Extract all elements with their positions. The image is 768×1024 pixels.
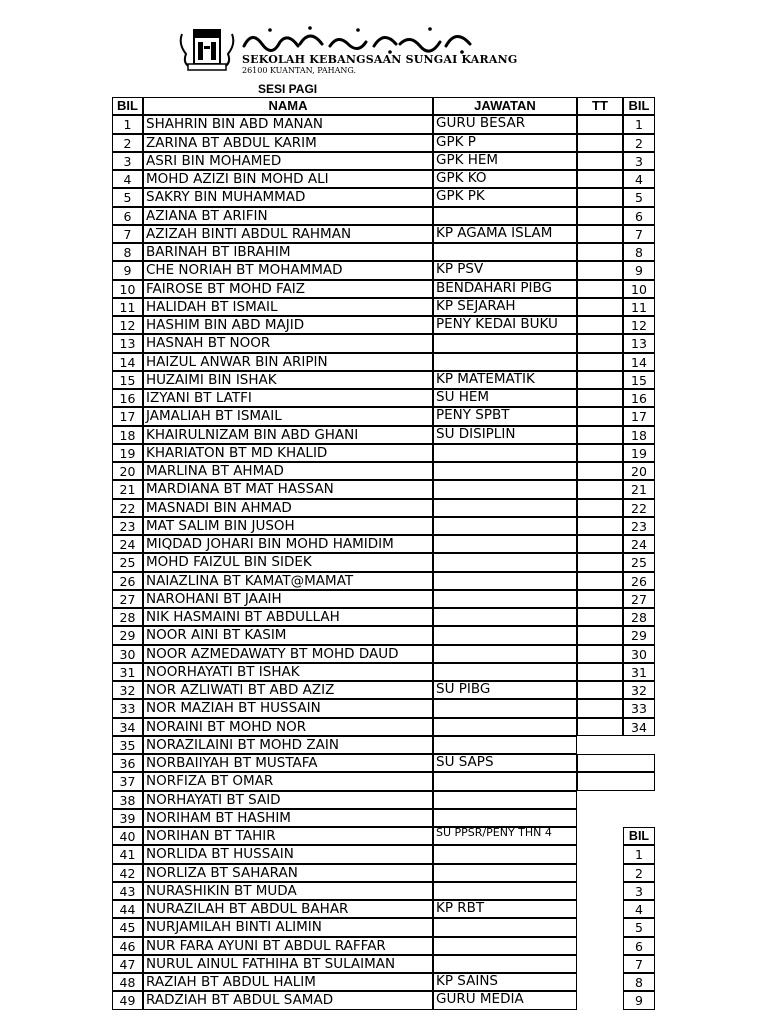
bil-2-cell: 11 (623, 298, 655, 316)
bil-cell: 26 (112, 572, 143, 590)
bil-cell: 16 (112, 389, 143, 407)
bil-2-cell: 8 (623, 243, 655, 261)
table-row (113, 627, 656, 645)
nama-cell: NOR AZLIWATI BT ABD AZIZ (143, 681, 433, 699)
tt-cell (577, 334, 623, 352)
tt-cell (577, 699, 623, 717)
bil-cell: 25 (112, 553, 143, 571)
nama-cell: HALIDAH BT ISMAIL (143, 298, 433, 316)
jawatan-cell: GURU MEDIA (433, 991, 577, 1009)
jawatan-cell (433, 572, 577, 590)
table-row (113, 481, 656, 499)
bil-2-cell: 2 (623, 134, 655, 152)
bil-cell: 6 (112, 207, 143, 225)
table-row (113, 427, 656, 445)
tt-cell (577, 389, 623, 407)
table-row (113, 956, 656, 974)
bil-cell: 48 (112, 973, 143, 991)
jawatan-cell: BENDAHARI PIBG (433, 280, 577, 298)
bil-2-cell: 9 (623, 991, 655, 1009)
nama-cell: NOOR AINI BT KASIM (143, 626, 433, 644)
tt-cell (577, 115, 623, 133)
bil-cell: 46 (112, 937, 143, 955)
jawatan-cell (433, 553, 577, 571)
jawatan-cell (433, 444, 577, 462)
jawatan-cell: GURU BESAR (433, 115, 577, 133)
jawatan-cell: KP PSV (433, 261, 577, 279)
bil-cell: 29 (112, 626, 143, 644)
table-row (113, 573, 656, 591)
bil-cell: 8 (112, 243, 143, 261)
bil-cell: 42 (112, 864, 143, 882)
bil-cell: 41 (112, 845, 143, 863)
table-row (113, 865, 656, 883)
table-row (113, 116, 656, 134)
jawatan-cell: SU SAPS (433, 754, 577, 772)
nama-cell: NORLIZA BT SAHARAN (143, 864, 433, 882)
jawatan-cell (433, 955, 577, 973)
nama-cell: KHARIATON BT MD KHALID (143, 444, 433, 462)
nama-cell: MAT SALIM BIN JUSOH (143, 517, 433, 535)
jawatan-cell: KP SAINS (433, 973, 577, 991)
table-header-row (113, 98, 656, 116)
table-row (113, 500, 656, 518)
tt-cell (577, 553, 623, 571)
tt-cell (577, 371, 623, 389)
jawatan-cell (433, 809, 577, 827)
tt-cell (577, 462, 623, 480)
tt-cell (577, 681, 623, 699)
tt-cell (577, 645, 623, 663)
table-row (113, 518, 656, 536)
school-name-jawi (240, 22, 480, 56)
nama-cell: NAROHANI BT JAAIH (143, 590, 433, 608)
bil-cell: 45 (112, 918, 143, 936)
jawatan-cell: KP SEJARAH (433, 298, 577, 316)
table-row (113, 719, 656, 737)
table-row (113, 554, 656, 572)
tt-cell (577, 535, 623, 553)
bil-cell: 28 (112, 608, 143, 626)
jawatan-cell (433, 353, 577, 371)
jawatan-cell: KP AGAMA ISLAM (433, 225, 577, 243)
bil-cell: 20 (112, 462, 143, 480)
bil-cell: 10 (112, 280, 143, 298)
nama-cell: NORBAIIYAH BT MUSTAFA (143, 754, 433, 772)
jawatan-cell (433, 517, 577, 535)
table-row (113, 281, 656, 299)
jawatan-cell (433, 699, 577, 717)
table-row (113, 792, 656, 810)
tt-cell (577, 626, 623, 644)
table-row (113, 992, 656, 1010)
table-row (113, 664, 656, 682)
jawatan-cell (433, 772, 577, 790)
bil-cell: 13 (112, 334, 143, 352)
table-row (113, 317, 656, 335)
table-row (113, 153, 656, 171)
header-bil: BIL (112, 97, 143, 115)
jawatan-cell (433, 845, 577, 863)
bil-2-cell: 2 (623, 864, 655, 882)
bil-cell: 27 (112, 590, 143, 608)
table-row (113, 700, 656, 718)
header-jawatan: JAWATAN (433, 97, 577, 115)
bil-2-cell: 21 (623, 480, 655, 498)
tt-cell (577, 353, 623, 371)
bil-2-cell: 5 (623, 918, 655, 936)
tt-cell (577, 754, 655, 772)
bil-2-cell: 18 (623, 426, 655, 444)
bil-2-cell: 4 (623, 170, 655, 188)
bil-2-cell: 5 (623, 188, 655, 206)
nama-cell: MIQDAD JOHARI BIN MOHD HAMIDIM (143, 535, 433, 553)
nama-cell: MARDIANA BT MAT HASSAN (143, 480, 433, 498)
tt-cell (577, 280, 623, 298)
bil-2-cell: 3 (623, 882, 655, 900)
nama-cell: NOR MAZIAH BT HUSSAIN (143, 699, 433, 717)
table-row (113, 171, 656, 189)
jawatan-cell: GPK P (433, 134, 577, 152)
nama-cell: NORFIZA BT OMAR (143, 772, 433, 790)
bil-cell: 5 (112, 188, 143, 206)
jawatan-cell (433, 937, 577, 955)
jawatan-cell (433, 882, 577, 900)
nama-cell: NURJAMILAH BINTI ALIMIN (143, 918, 433, 936)
nama-cell: NORLIDA BT HUSSAIN (143, 845, 433, 863)
nama-cell: MASNADI BIN AHMAD (143, 499, 433, 517)
table-row (113, 463, 656, 481)
nama-cell: SHAHRIN BIN ABD MANAN (143, 115, 433, 133)
bil-2-cell: 7 (623, 955, 655, 973)
bil-cell: 40 (112, 827, 143, 845)
nama-cell: NORIHAM BT HASHIM (143, 809, 433, 827)
bil-2-cell: 19 (623, 444, 655, 462)
tt-cell (577, 499, 623, 517)
bil-cell: 4 (112, 170, 143, 188)
jawatan-cell (433, 243, 577, 261)
bil-2-cell: 8 (623, 973, 655, 991)
bil-2-cell: 25 (623, 553, 655, 571)
nama-cell: NURAZILAH BT ABDUL BAHAR (143, 900, 433, 918)
nama-cell: NURUL AINUL FATHIHA BT SULAIMAN (143, 955, 433, 973)
tt-cell (577, 772, 655, 790)
tt-cell (577, 316, 623, 334)
session-title: SESI PAGI (258, 82, 318, 96)
table-row (113, 609, 656, 627)
nama-cell: NURASHIKIN BT MUDA (143, 882, 433, 900)
jawatan-cell: KP RBT (433, 900, 577, 918)
table-row (113, 335, 656, 353)
jawatan-cell (433, 718, 577, 736)
nama-cell: NIK HASMAINI BT ABDULLAH (143, 608, 433, 626)
nama-cell: MARLINA BT AHMAD (143, 462, 433, 480)
table-row (113, 408, 656, 426)
bil-cell: 30 (112, 645, 143, 663)
header-nama: NAMA (143, 97, 433, 115)
tt-cell (577, 134, 623, 152)
bil-2-cell: 30 (623, 645, 655, 663)
jawatan-cell (433, 334, 577, 352)
nama-cell: HASNAH BT NOOR (143, 334, 433, 352)
bil-2-cell: 14 (623, 353, 655, 371)
bil-2-cell: 29 (623, 626, 655, 644)
nama-cell: NORHAYATI BT SAID (143, 791, 433, 809)
bil-2-cell: 4 (623, 900, 655, 918)
bil-2-cell: 13 (623, 334, 655, 352)
bil-cell: 39 (112, 809, 143, 827)
bil-2-cell: 15 (623, 371, 655, 389)
tt-cell (577, 243, 623, 261)
jawatan-cell: PENY SPBT (433, 407, 577, 425)
table-row (113, 737, 656, 755)
jawatan-cell (433, 626, 577, 644)
table-row (113, 445, 656, 463)
bil-2-cell: 1 (623, 845, 655, 863)
jawatan-cell (433, 736, 577, 754)
bil-2-cell: 24 (623, 535, 655, 553)
nama-cell: NUR FARA AYUNI BT ABDUL RAFFAR (143, 937, 433, 955)
bil-cell: 3 (112, 152, 143, 170)
table-row (113, 828, 656, 846)
bil-cell: 44 (112, 900, 143, 918)
jawatan-cell (433, 791, 577, 809)
bil-cell: 36 (112, 754, 143, 772)
bil-2-cell: 26 (623, 572, 655, 590)
tt-cell (577, 426, 623, 444)
jawatan-cell (433, 864, 577, 882)
table-row (113, 682, 656, 700)
jawatan-cell (433, 918, 577, 936)
nama-cell: HUZAIMI BIN ISHAK (143, 371, 433, 389)
bil-cell: 24 (112, 535, 143, 553)
bil-cell: 32 (112, 681, 143, 699)
table-row (113, 938, 656, 956)
bil-2-cell: 22 (623, 499, 655, 517)
bil-cell: 7 (112, 225, 143, 243)
bil-cell: 34 (112, 718, 143, 736)
tt-cell (577, 207, 623, 225)
table-row (113, 755, 656, 773)
jawatan-cell: PENY KEDAI BUKU (433, 316, 577, 334)
table-row (113, 591, 656, 609)
bil-2-cell: 12 (623, 316, 655, 334)
nama-cell: AZIANA BT ARIFIN (143, 207, 433, 225)
nama-cell: NOORHAYATI BT ISHAK (143, 663, 433, 681)
nama-cell: RADZIAH BT ABDUL SAMAD (143, 991, 433, 1009)
bil-2-cell: 7 (623, 225, 655, 243)
tt-cell (577, 590, 623, 608)
bil-2-cell: 6 (623, 937, 655, 955)
tt-cell (577, 718, 623, 736)
bil-2-cell: 34 (623, 718, 655, 736)
jawatan-cell: SU DISIPLIN (433, 426, 577, 444)
bil-cell: 11 (112, 298, 143, 316)
nama-cell: SAKRY BIN MUHAMMAD (143, 188, 433, 206)
jawatan-cell: GPK HEM (433, 152, 577, 170)
bil-2-cell: 20 (623, 462, 655, 480)
nama-cell: HAIZUL ANWAR BIN ARIPIN (143, 353, 433, 371)
tt-cell (577, 608, 623, 626)
table-row (113, 208, 656, 226)
school-address: 26100 KUANTAN, PAHANG. (242, 66, 357, 75)
bil-cell: 43 (112, 882, 143, 900)
jawatan-cell (433, 499, 577, 517)
nama-cell: FAIROSE BT MOHD FAIZ (143, 280, 433, 298)
jawatan-cell (433, 535, 577, 553)
bil-cell: 19 (112, 444, 143, 462)
table-row (113, 901, 656, 919)
school-name: SEKOLAH KEBANGSAAN SUNGAI KARANG (242, 53, 518, 66)
jawatan-cell (433, 207, 577, 225)
jawatan-cell (433, 480, 577, 498)
nama-cell: NORAZILAINI BT MOHD ZAIN (143, 736, 433, 754)
bil-2-cell: 3 (623, 152, 655, 170)
bil-cell: 35 (112, 736, 143, 754)
tt-cell (577, 407, 623, 425)
jawatan-cell (433, 663, 577, 681)
table-row (113, 262, 656, 280)
tt-cell (577, 663, 623, 681)
bil-cell: 21 (112, 480, 143, 498)
table-row (113, 189, 656, 207)
bil-cell: 14 (112, 353, 143, 371)
nama-cell: BARINAH BT IBRAHIM (143, 243, 433, 261)
table-row (113, 883, 656, 901)
jawatan-cell (433, 645, 577, 663)
jawatan-cell (433, 462, 577, 480)
bil-cell: 12 (112, 316, 143, 334)
nama-cell: ASRI BIN MOHAMED (143, 152, 433, 170)
bil-2-cell: 31 (623, 663, 655, 681)
bil-cell: 15 (112, 371, 143, 389)
tt-cell (577, 261, 623, 279)
nama-cell: NORAINI BT MOHD NOR (143, 718, 433, 736)
bil-cell: 33 (112, 699, 143, 717)
bil-2-cell: 1 (623, 115, 655, 133)
bil-cell: 47 (112, 955, 143, 973)
bil-cell: 49 (112, 991, 143, 1009)
table-row (113, 846, 656, 864)
nama-cell: RAZIAH BT ABDUL HALIM (143, 973, 433, 991)
tt-cell (577, 225, 623, 243)
table-row (113, 135, 656, 153)
header-bil-2: BIL (623, 97, 655, 115)
bil-2-cell: 28 (623, 608, 655, 626)
nama-cell: CHE NORIAH BT MOHAMMAD (143, 261, 433, 279)
nama-cell: KHAIRULNIZAM BIN ABD GHANI (143, 426, 433, 444)
bil-cell: 22 (112, 499, 143, 517)
tt-cell (577, 572, 623, 590)
table-row (113, 354, 656, 372)
bil-cell: 37 (112, 772, 143, 790)
school-crest-icon (178, 24, 236, 74)
bil-2-cell: 33 (623, 699, 655, 717)
jawatan-cell: SU PPSR/PENY THN 4 (433, 827, 577, 845)
bil-cell: 31 (112, 663, 143, 681)
bil-cell: 18 (112, 426, 143, 444)
bil-2-cell: 10 (623, 280, 655, 298)
header-tt: TT (577, 97, 623, 115)
nama-cell: JAMALIAH BT ISMAIL (143, 407, 433, 425)
bil-cell: 1 (112, 115, 143, 133)
nama-cell: IZYANI BT LATFI (143, 389, 433, 407)
jawatan-cell: SU PIBG (433, 681, 577, 699)
tt-cell (577, 444, 623, 462)
table-row (113, 372, 656, 390)
bil-2-cell: 16 (623, 389, 655, 407)
bil-2-cell: 27 (623, 590, 655, 608)
jawatan-cell: GPK PK (433, 188, 577, 206)
bil-cell: 23 (112, 517, 143, 535)
table-row (113, 773, 656, 791)
nama-cell: AZIZAH BINTI ABDUL RAHMAN (143, 225, 433, 243)
table-row (113, 919, 656, 937)
jawatan-cell: GPK KO (433, 170, 577, 188)
tt-cell (577, 480, 623, 498)
bil-cell: 38 (112, 791, 143, 809)
table-row (113, 974, 656, 992)
nama-cell: NORIHAN BT TAHIR (143, 827, 433, 845)
nama-cell: MOHD FAIZUL BIN SIDEK (143, 553, 433, 571)
bil-cell: 2 (112, 134, 143, 152)
bil-2-cell: BIL (623, 827, 655, 845)
nama-cell: NAIAZLINA BT KAMAT@MAMAT (143, 572, 433, 590)
nama-cell: NOOR AZMEDAWATY BT MOHD DAUD (143, 645, 433, 663)
tt-cell (577, 517, 623, 535)
table-row (113, 646, 656, 664)
table-row (113, 226, 656, 244)
table-row (113, 244, 656, 262)
table-row (113, 299, 656, 317)
bil-cell: 9 (112, 261, 143, 279)
tt-cell (577, 170, 623, 188)
bil-2-cell: 32 (623, 681, 655, 699)
nama-cell: HASHIM BIN ABD MAJID (143, 316, 433, 334)
jawatan-cell: SU HEM (433, 389, 577, 407)
jawi-calligraphy-icon (240, 22, 480, 56)
tt-cell (577, 298, 623, 316)
bil-2-cell: 6 (623, 207, 655, 225)
table-row (113, 390, 656, 408)
jawatan-cell (433, 590, 577, 608)
jawatan-cell: KP MATEMATIK (433, 371, 577, 389)
table-row (113, 536, 656, 554)
tt-cell (577, 152, 623, 170)
nama-cell: MOHD AZIZI BIN MOHD ALI (143, 170, 433, 188)
bil-2-cell: 9 (623, 261, 655, 279)
bil-cell: 17 (112, 407, 143, 425)
tt-cell (577, 188, 623, 206)
jawatan-cell (433, 608, 577, 626)
bil-2-cell: 17 (623, 407, 655, 425)
table-row (113, 810, 656, 828)
bil-2-cell: 23 (623, 517, 655, 535)
nama-cell: ZARINA BT ABDUL KARIM (143, 134, 433, 152)
